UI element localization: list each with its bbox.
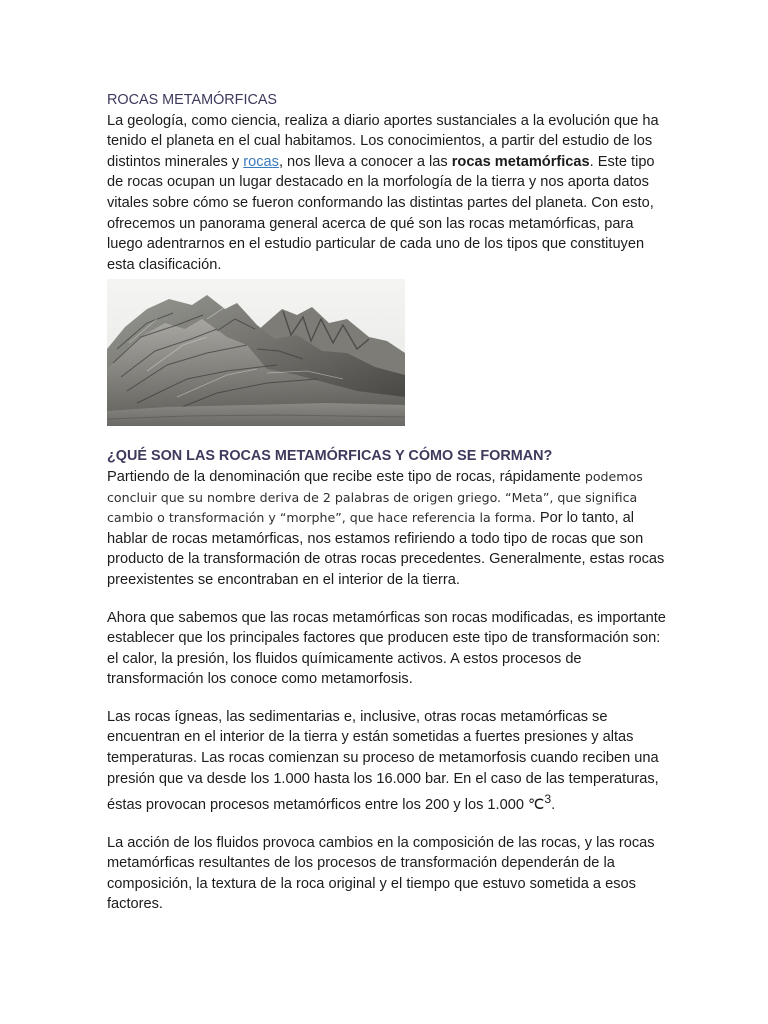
intro-text-3: . Este tipo de rocas ocupan un lugar destacado en la morfología de la tierra y nos aporta datos vitales sobre cómo se fueron conformando las distintas partes del planeta. Con esto, ofrecemos un panorama general acerca de qué son las rocas metamórficas, para luego adentrarnos en el estudio particular de cada uno de los tipos que constituyen esta clasificación. (107, 153, 655, 273)
celsius-unit: ℃ (528, 797, 545, 814)
pressure-temperature-end: . (551, 797, 556, 814)
pressure-temperature-text: Las rocas ígneas, las sedimentarias e, inclusive, otras rocas metamórficas se encuentran en el interior de la tierra y están sometidas a fuertes presiones y altas temperaturas. Las rocas comienzan su proceso de metamorfosis cuando reciben una presión que va desde los 1.000 hasta los 16.000 bar. En el caso de las temperaturas, éstas provocan procesos metamórficos entre los 200 y los 1.000 (107, 708, 659, 814)
heading-que-son: ¿QUÉ SON LAS ROCAS METAMÓRFICAS Y CÓMO SE FORMAN? (107, 448, 553, 465)
intro-text-1: La geología, como ciencia, realiza a diario aportes sustanciales a la evolución que ha tenido el planeta en el cual habitamos. Los conocimientos, a partir del estudio de los distintos minerales y (107, 112, 659, 170)
section2-line1: Partiendo de la denominación que recibe este tipo de rocas, rápidamente (107, 468, 581, 485)
heading-rocas-metamorficas: ROCAS METAMÓRFICAS (107, 92, 278, 108)
intro-text-2: , nos lleva a conocer a las (278, 153, 452, 170)
document-content (107, 90, 667, 915)
section2-paragraph (107, 467, 667, 591)
section2-greek-origin-text: podemos concluir que su nombre deriva de 2 palabras de origen griego. “Meta”, que significa cambio o transformación y “morphe”, que hace referencia la forma. (107, 468, 643, 526)
rocas-link[interactable]: rocas (243, 153, 279, 170)
intro-bold-term: rocas metamórficas (451, 153, 590, 170)
intro-paragraph (107, 111, 667, 276)
factors-paragraph: Ahora que sabemos que las rocas metamórficas son rocas modificadas, es importante establecer que los principales factores que producen este tipo de transformación son: el calor, la presión, los fluidos químicamente activos. A estos procesos de transformación los conoce como metamorfosis. (107, 609, 666, 688)
fluids-paragraph: La acción de los fluidos provoca cambios en la composición de las rocas, y las rocas metamórficas resultantes de los procesos de transformación dependerán de la composición, la textura de la roca original y el tiempo que estuvo sometida a esos factores. (107, 834, 655, 913)
pressure-temperature-paragraph (107, 707, 667, 816)
metamorphic-rocks-photo (107, 279, 405, 426)
footnote-marker: 3 (544, 792, 552, 807)
section2-rest: Por lo tanto, al hablar de rocas metamórficas, nos estamos refiriendo a todo tipo de rocas que son producto de la transformación de otras rocas precedentes. Generalmente, estas rocas preexistentes se encontraban en el interior de la tierra. (107, 510, 665, 588)
